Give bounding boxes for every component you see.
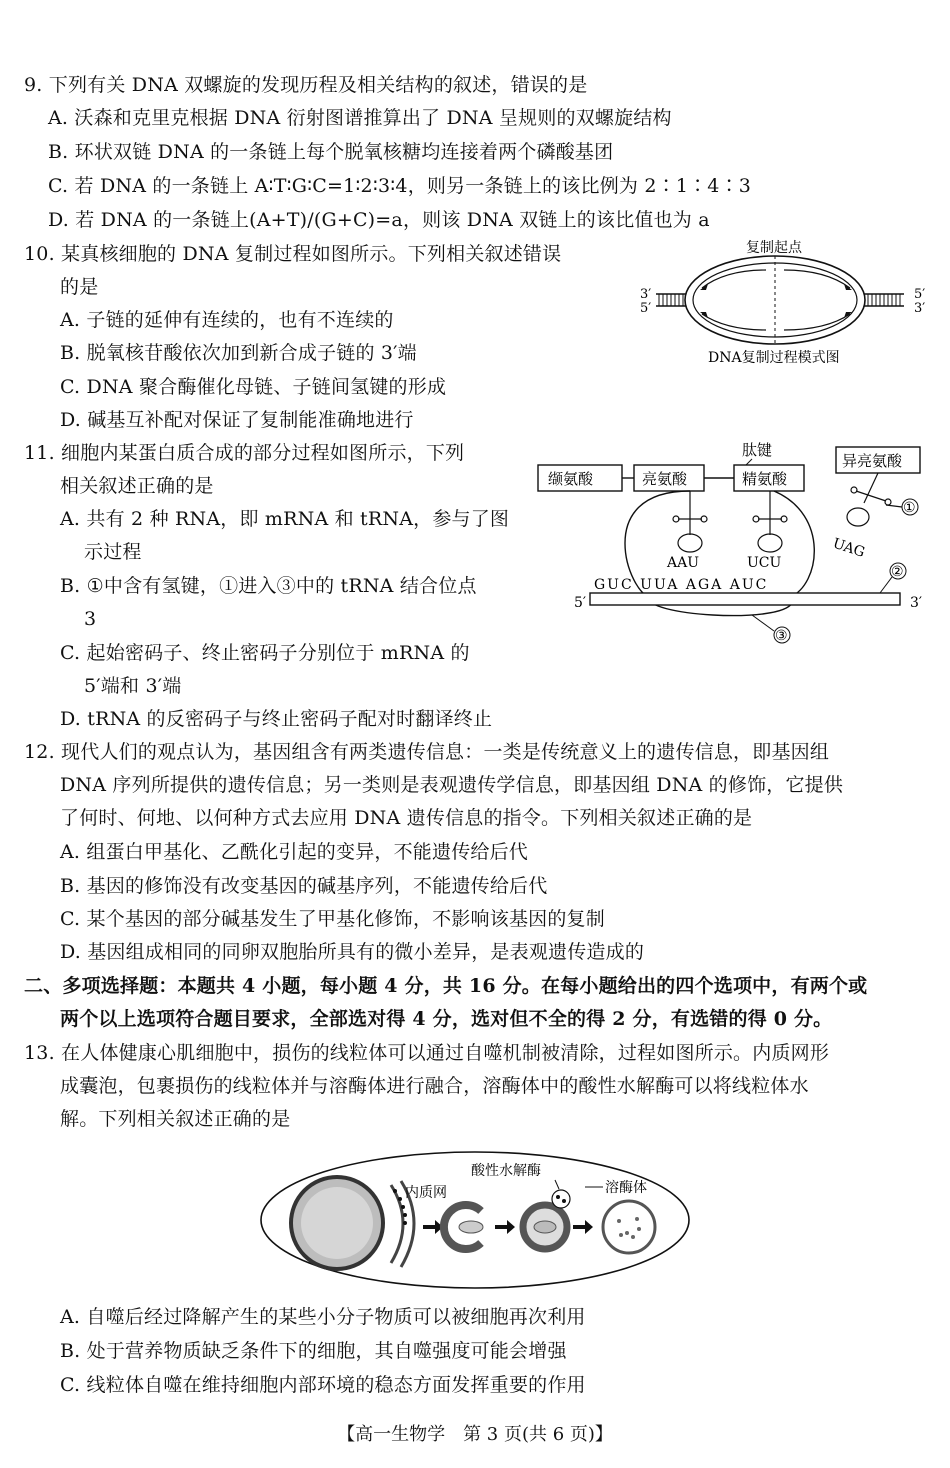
amino-acid-arginine: 精氨酸 [742,470,788,488]
q10-option-b: B. 脱氧核苷酸依次加到新合成子链的 3′端 [60,342,417,364]
q13-stem: 13. 在人体健康心肌细胞中，损伤的线粒体可以通过自噬机制被清除，过程如图所示。内质网形 [24,1042,830,1064]
replication-origin-label: 复制起点 [746,240,802,256]
q13-option-b: B. 处于营养物质缺乏条件下的细胞，其自噬强度可能会增强 [60,1340,567,1362]
q11-option-b: B. ①中含有氢键，①进入③中的 tRNA 结合位点 [60,575,477,597]
q13-stem-cont-2: 解。下列相关叙述正确的是 [60,1108,291,1130]
q11-option-a-cont: 示过程 [84,541,142,563]
left-top-end: 3′ [640,287,652,302]
q11-option-a: A. 共有 2 种 RNA，即 mRNA 和 tRNA，参与了图 [60,508,510,530]
label-circle-1: ① [903,500,916,516]
peptide-bond-label: 肽键 [742,441,773,459]
q9-option-c: C. 若 DNA 的一条链上 A∶T∶G∶C=1∶2∶3∶4，则另一条链上的该比例为 2∶1∶4∶3 [48,175,752,197]
q12-option-c: C. 某个基因的部分碱基发生了甲基化修饰，不影响该基因的复制 [60,908,605,930]
q10-stem: 10. 某真核细胞的 DNA 复制过程如图所示。下列相关叙述错误 [24,243,562,265]
q13-option-c: C. 线粒体自噬在维持细胞内部环境的稳态方面发挥重要的作用 [60,1374,586,1396]
q9-option-a: A. 沃森和克里克根据 DNA 衍射图谱推算出了 DNA 呈规则的双螺旋结构 [48,107,672,129]
amino-acid-valine: 缬氨酸 [548,470,594,488]
amino-acid-isoleucine: 异亮氨酸 [842,452,903,470]
q12-stem: 12. 现代人们的观点认为，基因组含有两类遗传信息：一类是传统意义上的遗传信息，即基因组 [24,741,830,763]
q13-stem-cont-1: 成囊泡，包裹损伤的线粒体并与溶酶体进行融合，溶酶体中的酸性水解酶可以将线粒体水 [60,1075,809,1097]
dna-figure-caption: DNA复制过程模式图 [708,350,840,366]
q9-option-d: D. 若 DNA 的一条链上(A+T)/(G+C)=a，则该 DNA 双链上的该比值也为 a [48,209,710,231]
q10-option-d: D. 碱基互补配对保证了复制能准确地进行 [60,409,414,431]
anticodon-aau: AAU [667,555,700,571]
mrna-3-prime: 3′ [910,595,923,611]
q11-option-d: D. tRNA 的反密码子与终止密码子配对时翻译终止 [60,708,493,730]
q10-option-c: C. DNA 聚合酶催化母链、子链间氢键的形成 [60,376,447,398]
right-bottom-end: 3′ [914,301,926,316]
q9-stem: 9. 下列有关 DNA 双螺旋的发现历程及相关结构的叙述，错误的是 [24,74,588,96]
dna-replication-figure [630,232,940,372]
q11-option-c-cont: 5′端和 3′端 [84,675,182,697]
right-top-end: 5′ [914,287,926,302]
q11-stem-cont: 相关叙述正确的是 [60,475,214,497]
acid-hydrolase-label: 酸性水解酶 [471,1163,541,1179]
left-bottom-end: 5′ [640,301,652,316]
q11-option-b-cont: 3 [84,608,97,630]
q13-option-a: A. 自噬后经过降解产生的某些小分子物质可以被细胞再次利用 [60,1306,586,1328]
label-circle-2: ② [891,564,904,580]
mrna-5-prime: 5′ [574,595,587,611]
lysosome-label: 溶酶体 [605,1180,647,1196]
translation-figure [530,435,940,650]
anticodon-ucu: UCU [747,555,782,571]
q11-option-c: C. 起始密码子、终止密码子分别位于 mRNA 的 [60,642,470,664]
section2-heading: 二、多项选择题：本题共 4 小题，每小题 4 分，共 16 分。在每小题给出的四个选项中，有两个或 [24,975,868,997]
section2-heading-cont: 两个以上选项符合题目要求，全部选对得 4 分，选对但不全的得 2 分，有选错的得 0 分。 [60,1008,833,1030]
amino-acid-leucine: 亮氨酸 [642,470,688,488]
q12-stem-cont-2: 了何时、何地、以何种方式去应用 DNA 遗传信息的指令。下列相关叙述正确的是 [60,807,753,829]
mrna-codons: GUC UUA AGA AUC [594,577,769,593]
q10-stem-cont: 的是 [60,276,99,298]
q12-option-a: A. 组蛋白甲基化、乙酰化引起的变异，不能遗传给后代 [60,841,529,863]
er-label: 内质网 [405,1185,447,1201]
q9-option-b: B. 环状双链 DNA 的一条链上每个脱氧核糖均连接着两个磷酸基团 [48,141,614,163]
q12-option-b: B. 基因的修饰没有改变基因的碱基序列，不能遗传给后代 [60,875,548,897]
q11-stem: 11. 细胞内某蛋白质合成的部分过程如图所示，下列 [24,442,465,464]
page-footer: 【高一生物学 第 3 页(共 6 页)】 [337,1424,613,1445]
autophagy-figure [255,1145,695,1295]
anticodon-uag: UAG [830,535,867,561]
q10-option-a: A. 子链的延伸有连续的，也有不连续的 [60,309,394,331]
q12-option-d: D. 基因组成相同的同卵双胞胎所具有的微小差异，是表观遗传造成的 [60,941,645,963]
label-circle-3: ③ [775,628,788,644]
q12-stem-cont-1: DNA 序列所提供的遗传信息；另一类则是表观遗传学信息，即基因组 DNA 的修饰，它提供 [60,774,844,796]
